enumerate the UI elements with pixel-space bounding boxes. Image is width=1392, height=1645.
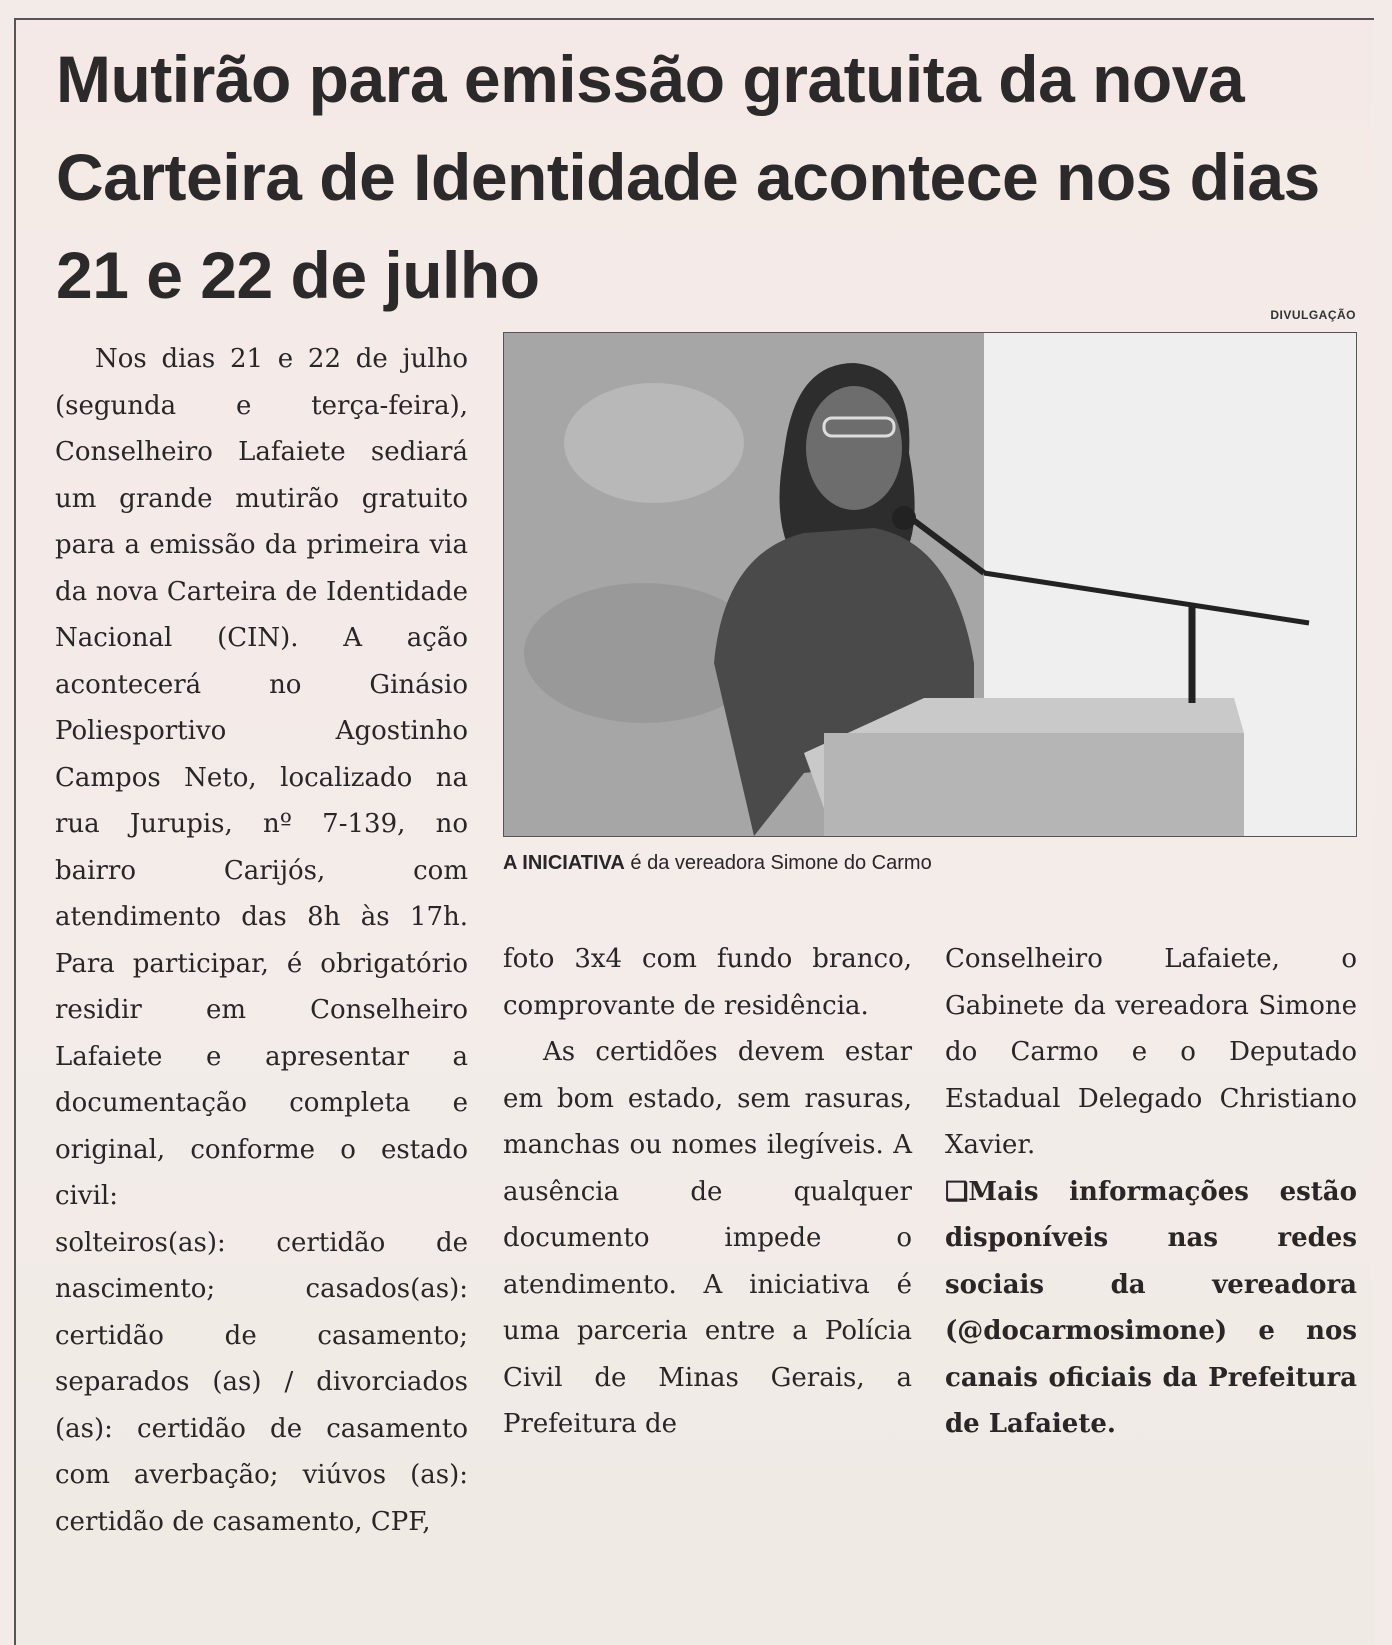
paragraph: As certidões devem estar em bom estado, sem rasuras, manchas ou nomes ilegíveis. A ausência de qualquer documento impede o atendimento. A iniciativa é uma parceria entre a Polícia Civil de Minas Gerais, a Prefeitura de bbox=[503, 1037, 912, 1439]
headline: Mutirão para emissão gratuita da nova Carteira de Identidade acontece nos dias 21 e 22 de julho bbox=[56, 42, 1320, 312]
article-photo bbox=[503, 332, 1357, 837]
photo-caption bbox=[503, 852, 932, 875]
paragraph: foto 3x4 com fundo branco, comprovante de residência. bbox=[503, 944, 912, 1021]
paragraph: Conselheiro Lafaiete, o Gabinete da vereadora Simone do Carmo e o Deputado Estadual Delegado Christiano Xavier. bbox=[945, 944, 1357, 1160]
column-2 bbox=[503, 936, 912, 1448]
column-3 bbox=[945, 936, 1357, 1448]
caption-text: é da vereadora Simone do Carmo bbox=[624, 852, 932, 874]
paragraph: solteiros(as): certidão de nascimento; casados(as): certidão de casamento; separados (as) / divorciados (as): certidão de casamento com averbação; viúvos (as): certidão de casamento, CPF, bbox=[55, 1227, 468, 1537]
paragraph: Nos dias 21 e 22 de julho (segunda e terça-feira), Conselheiro Lafaiete sediará um grande mutirão gratuito para a emissão da primeira via da nova Carteira de Identidade Nacional (CIN). A ação acontecerá no Ginásio Poliesportivo Agostinho Campos Neto, localizado na rua Jurupis, nº 7-139, no bairro Carijós, com atendimento das 8h às 17h. Para participar, é obrigatório residir em Conselheiro Lafaiete e apresentar a documentação completa e original, conforme o estado civil: bbox=[55, 344, 468, 1211]
more-info-paragraph: ❑Mais informações estão disponíveis nas redes sociais da vereadora (@docarmosimone) e nos canais oficiais da Prefeitura de Lafaiete. bbox=[945, 1176, 1357, 1439]
column-1 bbox=[55, 336, 468, 1545]
caption-lead: A INICIATIVA bbox=[503, 852, 625, 874]
photo-credit: DIVULGAÇÃO bbox=[1270, 308, 1356, 322]
speaker-at-podium-image bbox=[504, 333, 1356, 836]
